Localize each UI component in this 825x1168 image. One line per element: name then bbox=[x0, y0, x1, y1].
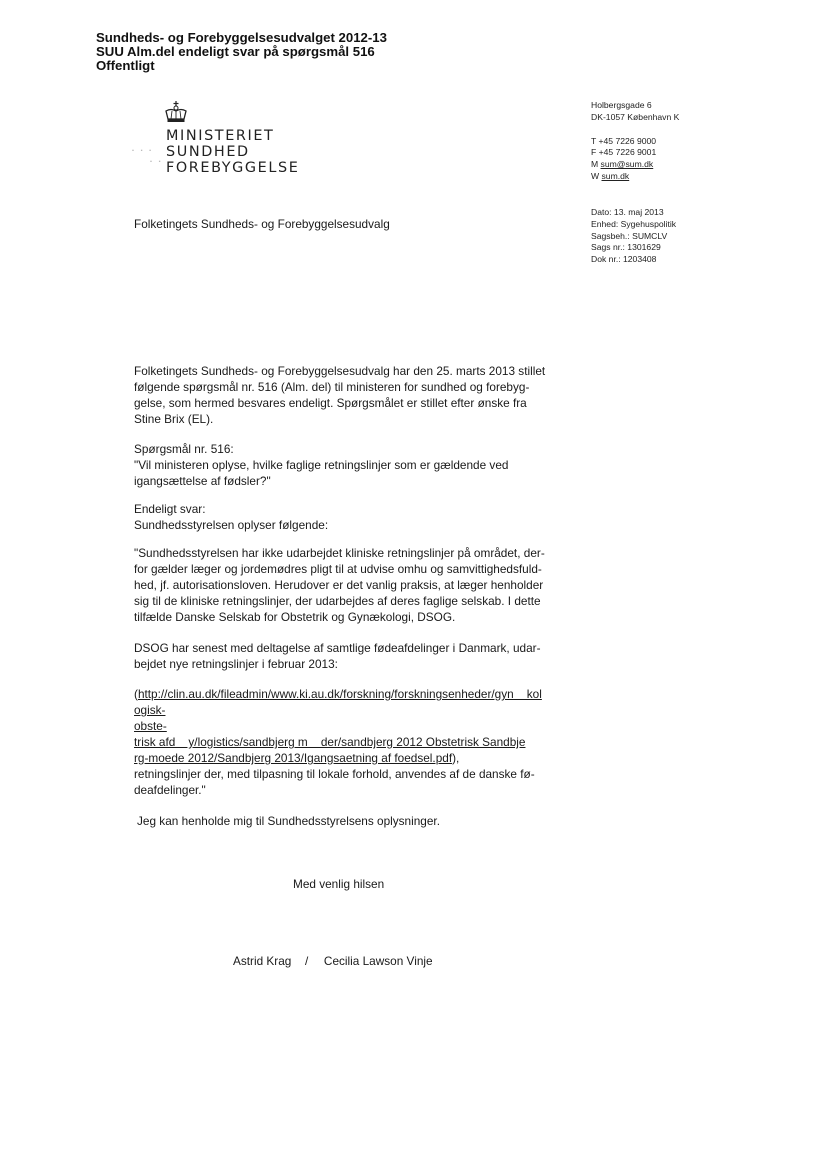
quote-line: sig til de kliniske retningslinjer, der udarbejdes af deres faglige selskab. I dette bbox=[134, 594, 541, 608]
signatory-minister: Astrid Krag bbox=[233, 954, 292, 968]
email-prefix: M bbox=[591, 159, 601, 170]
web-line bbox=[591, 171, 679, 183]
closing-sentence: Jeg kan henholde mig til Sundhedsstyrelsens oplysninger. bbox=[137, 814, 440, 828]
link-open-paren: ( bbox=[134, 687, 138, 701]
guideline-link-cont[interactable]: trisk afd y/logistics/sandbjerg m der/sandbjerg 2012 Obstetrisk Sandbje bbox=[134, 735, 526, 749]
question-text: igangsættelse af fødsler?" bbox=[134, 474, 271, 488]
guideline-link-block bbox=[134, 686, 549, 798]
reference-line: SUU Alm.del endeligt svar på spørgsmål 516 bbox=[96, 44, 375, 59]
contact-block bbox=[591, 100, 679, 183]
letter-date: Dato: 13. maj 2013 bbox=[591, 207, 664, 217]
visibility-line: Offentligt bbox=[96, 58, 155, 73]
fax-number: F +45 7226 9001 bbox=[591, 147, 657, 158]
intro-line: gelse, som hermed besvares endeligt. Spørgsmålet er stillet efter ønske fra bbox=[134, 396, 527, 410]
guideline-link-cont[interactable]: ogisk- bbox=[134, 703, 166, 717]
document-header bbox=[96, 31, 387, 73]
document-number: Dok nr.: 1203408 bbox=[591, 254, 657, 265]
regards: Med venlig hilsen bbox=[293, 877, 385, 891]
quote-line: DSOG har senest med deltagelse af samtlige fødeafdelinger i Danmark, udar- bbox=[134, 641, 541, 655]
quote-line: deafdelinger." bbox=[134, 783, 206, 797]
quote-line: "Sundhedsstyrelsen har ikke udarbejdet kliniske retningslinjer på området, der- bbox=[134, 546, 545, 560]
logo-decoration: ⠂⠂⠂ ⠂⠂ bbox=[131, 146, 167, 167]
crown-icon bbox=[163, 100, 189, 126]
intro-line: Folketingets Sundheds- og Forebyggelsesudvalg har den 25. marts 2013 stillet bbox=[134, 364, 546, 378]
intro-line: Stine Brix (EL). bbox=[134, 412, 214, 426]
web-prefix: W bbox=[591, 170, 602, 181]
question-block bbox=[134, 441, 549, 489]
quote-line: tilfælde Danske Selskab for Obstetrik og Gynækologi, DSOG. bbox=[134, 610, 456, 624]
guideline-link-cont[interactable]: obste- bbox=[134, 719, 167, 733]
email-line bbox=[591, 159, 679, 171]
intro-paragraph bbox=[134, 363, 549, 427]
answer-block bbox=[134, 501, 549, 533]
link-line-1 bbox=[134, 686, 549, 702]
logo-line-prevention: FOREBYGGELSE bbox=[166, 160, 300, 176]
quote-line: hed, jf. autorisationsloven. Herudover er det vanlig praksis, at læger henholder bbox=[134, 578, 544, 592]
address-city: DK-1057 København K bbox=[591, 111, 680, 122]
answer-intro: Sundhedsstyrelsen oplyser følgende: bbox=[134, 518, 329, 532]
case-number: Sags nr.: 1301629 bbox=[591, 242, 661, 253]
intro-line: følgende spørgsmål nr. 516 (Alm. del) til ministeren for sundhed og forebyg- bbox=[134, 380, 530, 394]
answer-label: Endeligt svar: bbox=[134, 502, 206, 516]
phone-number: T +45 7226 9000 bbox=[591, 135, 657, 146]
link-close-paren: ), bbox=[452, 751, 460, 765]
dsog-paragraph bbox=[134, 640, 549, 672]
ministry-logo bbox=[166, 128, 299, 176]
signature-separator: / bbox=[305, 954, 309, 968]
logo-line-ministry: MINISTERIET bbox=[166, 128, 275, 144]
logo-line-health: SUNDHED bbox=[166, 144, 250, 160]
email-link[interactable]: sum@sum.dk bbox=[600, 159, 654, 170]
case-handler: Sagsbeh.: SUMCLV bbox=[591, 230, 668, 241]
guideline-link[interactable]: http://clin.au.dk/fileadmin/www.ki.au.dk/forskning/forskningsenheder/gyn kol bbox=[137, 687, 542, 701]
case-meta-block bbox=[591, 207, 676, 266]
link-line-5 bbox=[134, 750, 549, 766]
guideline-link-cont[interactable]: rg-moede 2012/Sandbjerg 2013/Igangsaetning af foedsel.pdf bbox=[134, 751, 453, 765]
unit-line: Enhed: Sygehuspolitik bbox=[591, 218, 677, 229]
question-text: "Vil ministeren oplyse, hvilke faglige retningslinjer som er gældende ved bbox=[134, 458, 509, 472]
signatory-official: Cecilia Lawson Vinje bbox=[323, 954, 433, 968]
committee-line: Sundheds- og Forebyggelsesudvalget 2012-13 bbox=[96, 30, 387, 45]
quote-line: for gælder læger og jordemødres pligt til at udvise omhu og samvittighedsfuld- bbox=[134, 562, 542, 576]
quote-line: bejdet nye retningslinjer i februar 2013: bbox=[134, 657, 338, 671]
address-street: Holbergsgade 6 bbox=[591, 100, 652, 110]
recipient: Folketingets Sundheds- og Forebyggelsesudvalg bbox=[134, 217, 390, 231]
quote-paragraph bbox=[134, 545, 549, 625]
question-label: Spørgsmål nr. 516: bbox=[134, 442, 234, 456]
website-link[interactable]: sum.dk bbox=[601, 170, 630, 181]
quote-line: retningslinjer der, med tilpasning til lokale forhold, anvendes af de danske fø- bbox=[134, 767, 535, 781]
signature-line bbox=[233, 954, 433, 968]
